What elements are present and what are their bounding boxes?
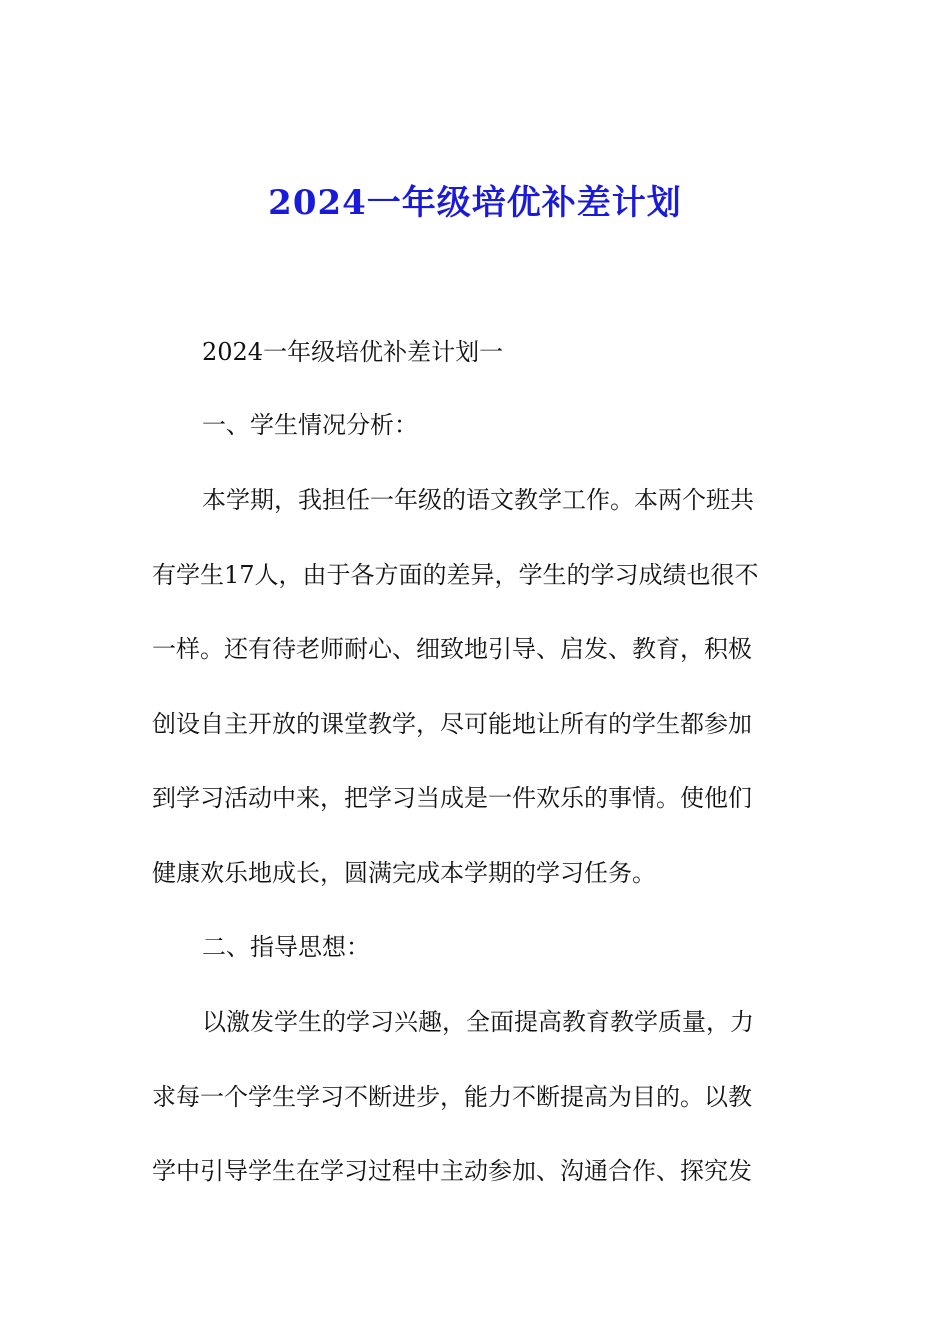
paragraph-line: 以激发学生的学习兴趣，全面提高教育教学质量，力 [202, 1008, 754, 1036]
paragraph-line: 学中引导学生在学习过程中主动参加、沟通合作、探究发 [152, 1157, 752, 1185]
paragraph-line: 有学生17人，由于各方面的差异，学生的学习成绩也很不 [152, 561, 759, 589]
paragraph-line: 本学期，我担任一年级的语文教学工作。本两个班共 [202, 486, 754, 514]
document-title: 2024一年级培优补差计划 [268, 183, 682, 223]
subtitle-line: 2024一年级培优补差计划一 [202, 338, 504, 366]
paragraph-line: 到学习活动中来，把学习当成是一件欢乐的事情。使他们 [152, 784, 752, 812]
paragraph-line: 一样。还有待老师耐心、细致地引导、启发、教育，积极 [152, 635, 752, 663]
section-heading-2: 二、指导思想： [202, 933, 370, 961]
paragraph-line: 健康欢乐地成长，圆满完成本学期的学习任务。 [152, 859, 656, 887]
section-heading-1: 一、学生情况分析： [202, 411, 418, 439]
paragraph-line: 创设自主开放的课堂教学，尽可能地让所有的学生都参加 [152, 710, 752, 738]
paragraph-line: 求每一个学生学习不断进步，能力不断提高为目的。以教 [152, 1083, 752, 1111]
